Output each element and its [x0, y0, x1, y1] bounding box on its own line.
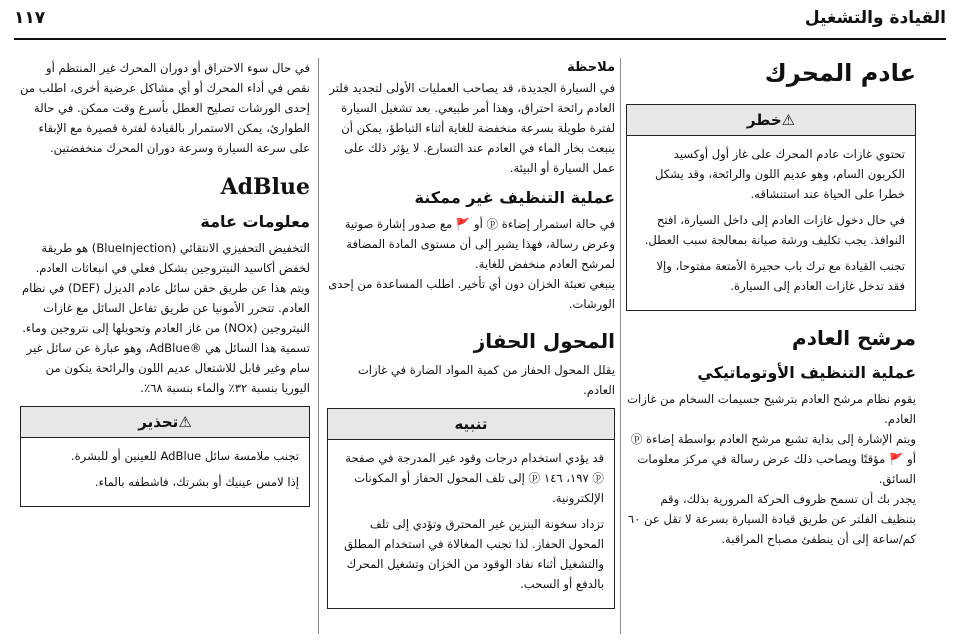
warning-label: تحذير	[138, 413, 179, 431]
body-paragraph: في حالة استمرار إضاءة ⓟ أو 🚩 مع صدور إشارة صوتية وعرض رسالة، فهذا يشير إلى أن مستوى المادة المضافة لمرشح العادم منخفض للغاية.	[344, 217, 615, 271]
column-divider	[318, 58, 319, 634]
note-label: ملاحظة	[567, 60, 615, 75]
body-paragraph: في حال سوء الاحتراق أو دوران المحرك غير المنتظم أو نقص في أداء المحرك أو أي مشاكل عرضية أخرى، اطلب من إحدى الورشات تصليح العطل بأسرع وقت ممكن. في حالة الطوارئ، يمكن الاستمرار بالقيادة لفترة قصيرة مع الإبقاء على سرعة السيارة وسرعة دوران المحرك منخفضتين.	[20, 61, 310, 155]
subsection-auto-cleaning: عملية التنظيف الأوتوماتيكي	[697, 363, 916, 382]
subsection-cleaning-impossible: عملية التنظيف غير ممكنة	[414, 188, 615, 207]
section-title-filter: مرشح العادم	[792, 326, 916, 350]
body-paragraph: ينبغي تعبئة الخزان دون أي تأخير. اطلب المساعدة من إحدى الورشات.	[328, 277, 615, 311]
column-left	[20, 58, 310, 642]
body-paragraph: ويتم الإشارة إلى بداية تشبع مرشح العادم بواسطة إضاءة ⓟ أو 🚩 مؤقتًا ويصاحب ذلك عرض رسالة في مركز معلومات السائق.	[630, 432, 916, 486]
danger-text: تجنب القيادة مع ترك باب حجيرة الأمتعة مفتوحا، وإلا فقد تدخل غازات العادم إلى السيارة.	[656, 259, 905, 293]
danger-text: في حال دخول غازات العادم إلى داخل السيارة، افتح النوافذ. يجب تكليف ورشة صيانة بمعالجة سبب العطل.	[644, 213, 905, 247]
section-title-adblue: AdBlue	[220, 174, 310, 200]
body-paragraph: يقلل المحول الحفاز من كمية المواد الضارة في غازات العادم.	[357, 363, 615, 397]
body-paragraph: تسمية هذا السائل هي ®AdBlue، وهو عبارة عن سائل غير سام وغير قابل للاشتعال عديم اللون والرائحة يتكون من اليوريا بنسبة ٣٢٪ والماء بنسبة ٦٨٪.	[26, 341, 310, 395]
danger-box	[626, 104, 916, 311]
warning-triangle-icon: ⚠	[781, 111, 796, 129]
page-title: القيادة والتشغيل	[804, 8, 946, 28]
warning-header	[21, 407, 309, 438]
column-right	[626, 58, 916, 642]
caution-text: تزداد سخونة البنزين غير المحترق وتؤدي إلى تلف المحول الحفاز. لذا تجنب المغالاة في استخدام المطلق والتشغيل أثناء نفاد الوقود من الخزان وتشغيل المحرك بالدفع أو السحب.	[344, 517, 604, 591]
section-title-exhaust: عادم المحرك	[764, 59, 916, 87]
note-text: في السيارة الجديدة، قد يصاحب العمليات الأولى لتجديد فلتر العادم رائحة احتراق، وهذا أمر طبيعي. بعد تشغيل السيارة لفترة طويلة بسرعة منخفضة للغاية أثناء التباطؤ، يمكن أن ينبعث بخار الماء في العادم عند التسارع. لا يؤثر ذلك على عمل السيارة أو البيئة.	[329, 81, 615, 175]
caution-box	[327, 408, 615, 609]
body-paragraph: التخفيض التحفيزي الانتقائي (BlueInjection) هو طريقة لخفض أكاسيد النيتروجين بشكل فعلي في انبعاثات العادم. ويتم هذا عن طريق حقن سائل عادم الديزل (DEF) في نظام العادم. تتحرر الأمونيا عن طريق تفاعل السائل مع غازات النيتروجين (NOx) من غاز العادم وتحويلها إلى نتروجين وماء.	[21, 241, 310, 335]
warning-box	[20, 406, 310, 507]
warning-text: إذا لامس عينيك أو بشرتك، فاشطفه بالماء.	[94, 475, 299, 489]
danger-header	[627, 105, 915, 136]
page-header	[14, 0, 946, 36]
subsection-general-info: معلومات عامة	[200, 212, 310, 231]
caution-header: تنبيه	[328, 409, 614, 440]
section-title-catalytic: المحول الحفاز	[473, 329, 615, 353]
column-middle	[327, 58, 615, 642]
caution-text: قد يؤدي استخدام درجات وقود غير المدرجة في صفحة ⓟ ١٩٧، ١٤٦ ⓟ إلى تلف المحول الحفاز أو المكونات الإلكترونية.	[345, 451, 604, 505]
warning-text: تجنب ملامسة سائل AdBlue للعينين أو للبشرة.	[70, 449, 299, 463]
header-rule	[14, 38, 946, 40]
danger-label: خطر	[746, 111, 782, 129]
danger-text: تحتوي غازات عادم المحرك على غاز أول أوكسيد الكربون السام، وهو عديم اللون والرائحة، وقد يشكل خطرا على الحياة عند استنشاقه.	[655, 147, 905, 201]
warning-triangle-icon: ⚠	[178, 413, 192, 431]
body-paragraph: يقوم نظام مرشح العادم بترشيح جسيمات السخام من غازات العادم.	[627, 392, 916, 426]
column-divider	[620, 58, 621, 634]
body-paragraph: يجدر بك أن تسمح ظروف الحركة المرورية بذلك، وقم بتنظيف الفلتر عن طريق قيادة السيارة بسرعة لا تقل عن ٦٠ كم/ساعة إلى أن ينطفئ مصباح المراقبة.	[627, 492, 916, 546]
page-number: ١١٧	[14, 8, 46, 28]
